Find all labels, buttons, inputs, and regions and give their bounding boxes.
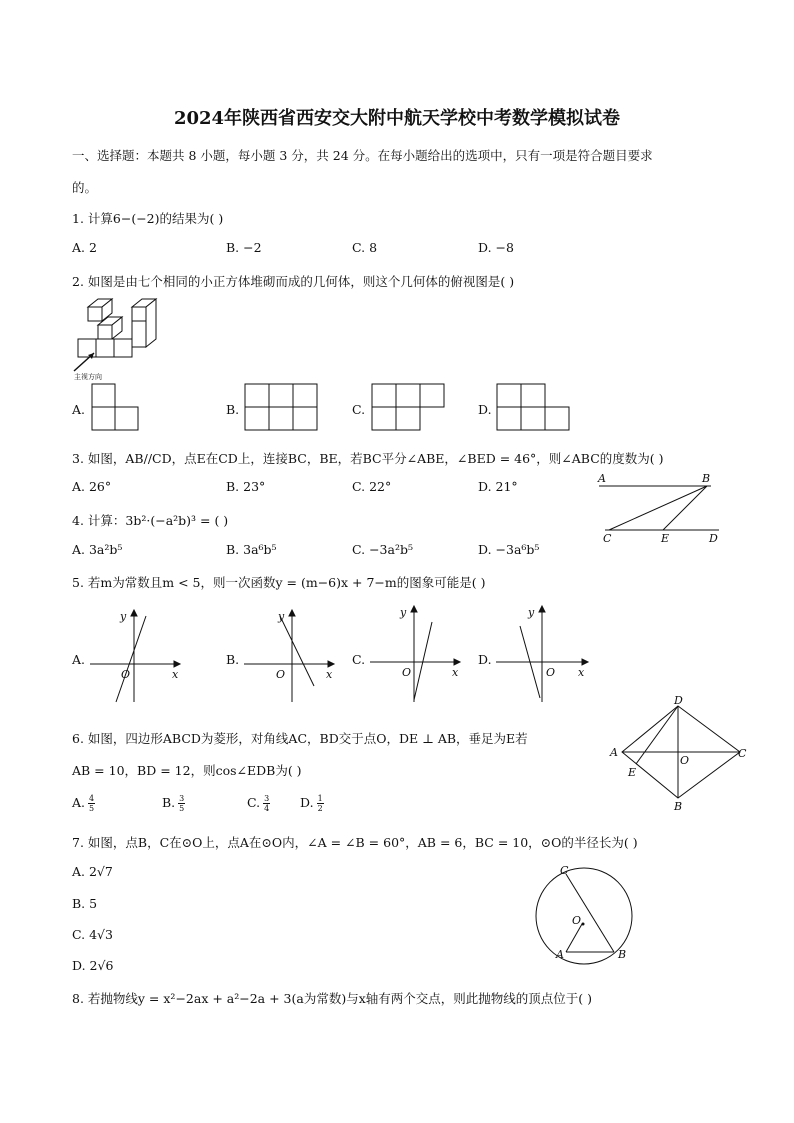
q3-label-b: B	[702, 472, 711, 485]
question-8-stem: 8. 若抛物线y = x²−2ax + a²−2a + 3(a为常数)与x轴有两个交点，则此抛物线的顶点位于( )	[72, 991, 592, 1006]
question-7-option-b[interactable]: B. 5	[72, 896, 98, 911]
question-6-option-c[interactable]	[247, 794, 270, 813]
q6-option-a-fraction: $\frac{4}{5}$	[89, 794, 95, 813]
question-5-option-c-label[interactable]: C.	[352, 652, 366, 667]
question-2-figure-label: 主视方向	[74, 373, 102, 381]
q3-label-a: A	[598, 472, 606, 485]
question-1-stem: 1. 计算6−(−2)的结果为( )	[72, 211, 224, 226]
question-5-option-a-label[interactable]: A.	[72, 652, 86, 667]
question-7-option-c[interactable]: C. 4√3	[72, 927, 113, 942]
question-2-option-a-grid[interactable]	[92, 384, 142, 434]
q3-label-c: C	[603, 532, 612, 545]
q5c-x-label: x	[452, 666, 459, 679]
q6-option-b-label: B.	[162, 795, 176, 810]
q7-label-o: O	[572, 914, 582, 927]
question-1-option-c[interactable]: C. 8	[352, 240, 378, 255]
q6-option-d-fraction: $\frac{1}{2}$	[317, 794, 323, 813]
question-6-stem-line2: AB = 10，BD = 12，则cos∠EDB为( )	[72, 763, 302, 778]
question-7-stem: 7. 如图，点B，C在⊙O上，点A在⊙O内，∠A = ∠B = 60°，AB = 6，BC = 10，⊙O的半径长为( )	[72, 835, 638, 850]
question-1-option-b[interactable]: B. −2	[226, 240, 262, 255]
question-5-stem: 5. 若m为常数且m < 5，则一次函数y = (m−6)x + 7−m的图象可能是( )	[72, 575, 486, 590]
question-6-option-b[interactable]	[162, 794, 185, 813]
q5c-y-label: y	[400, 606, 407, 619]
q3-label-d: D	[709, 532, 718, 545]
question-7-circle-figure	[530, 862, 640, 972]
question-5-option-d-label[interactable]: D.	[478, 652, 492, 667]
question-5-option-d-graph[interactable]	[492, 602, 592, 706]
q5b-y-label: y	[278, 610, 285, 623]
question-6-option-d[interactable]	[300, 794, 324, 813]
question-2-stem: 2. 如图是由七个相同的小正方体堆砌而成的几何体，则这个几何体的俯视图是( )	[72, 274, 515, 289]
question-3-parallel-lines-figure	[595, 470, 725, 550]
q5c-origin-label: O	[402, 666, 412, 679]
q6-option-b-fraction: $\frac{3}{5}$	[179, 794, 185, 813]
q5b-origin-label: O	[276, 668, 286, 681]
q6-option-c-label: C.	[247, 795, 261, 810]
q6-label-b: B	[674, 800, 683, 813]
question-2-option-b-label[interactable]: B.	[226, 402, 240, 417]
q5d-origin-label: O	[546, 666, 556, 679]
question-7-option-a[interactable]: A. 2√7	[72, 864, 113, 879]
q6-option-a-label: A.	[72, 795, 86, 810]
section-instructions-line1: 一、选择题：本题共 8 小题，每小题 3 分，共 24 分。在每小题给出的选项中，只有一项是符合题目要求	[72, 148, 653, 163]
question-1-option-d[interactable]: D. −8	[478, 240, 514, 255]
q6-option-c-fraction: $\frac{3}{4}$	[264, 794, 270, 813]
question-6-rhombus-figure	[608, 694, 753, 812]
q6-label-d: D	[674, 694, 683, 707]
question-3-option-c[interactable]: C. 22°	[352, 479, 392, 494]
question-2-option-c-grid[interactable]	[372, 384, 447, 434]
question-5-option-c-graph[interactable]	[366, 602, 466, 706]
question-3-option-a[interactable]: A. 26°	[72, 479, 112, 494]
question-5-option-b-graph[interactable]	[240, 606, 340, 706]
q7-label-b: B	[618, 948, 627, 961]
question-4-option-d[interactable]: D. −3a⁶b⁵	[478, 542, 540, 557]
question-6-stem-line1: 6. 如图，四边形ABCD为菱形，对角线AC，BD交于点O，DE ⊥ AB，垂足为E若	[72, 731, 528, 746]
q7-label-c: C	[560, 864, 569, 877]
question-2-option-d-label[interactable]: D.	[478, 402, 492, 417]
question-4-option-c[interactable]: C. −3a²b⁵	[352, 542, 413, 557]
q6-label-a: A	[610, 746, 618, 759]
question-4-stem: 4. 计算：3b²·(−a²b)³ = ( )	[72, 513, 229, 528]
question-3-option-b[interactable]: B. 23°	[226, 479, 266, 494]
q5a-x-label: x	[172, 668, 179, 681]
question-7-option-d[interactable]: D. 2√6	[72, 958, 114, 973]
question-4-option-a[interactable]: A. 3a²b⁵	[72, 542, 123, 557]
q7-label-a: A	[556, 948, 564, 961]
page-title: 2024年陕西省西安交大附中航天学校中考数学模拟试卷	[173, 108, 621, 129]
q5d-y-label: y	[528, 606, 535, 619]
question-2-cube-figure	[70, 295, 180, 380]
question-4-option-b[interactable]: B. 3a⁶b⁵	[226, 542, 277, 557]
q3-label-e: E	[661, 532, 670, 545]
q6-label-e: E	[628, 766, 637, 779]
question-6-option-a[interactable]	[72, 794, 95, 813]
question-2-option-b-grid[interactable]	[245, 384, 320, 434]
question-2-option-c-label[interactable]: C.	[352, 402, 366, 417]
q5a-origin-label: O	[121, 668, 131, 681]
question-1-option-a[interactable]: A. 2	[72, 240, 97, 255]
q5a-y-label: y	[120, 610, 127, 623]
question-3-stem: 3. 如图，AB//CD，点E在CD上，连接BC，BE，若BC平分∠ABE，∠BED = 46°，则∠ABC的度数为( )	[72, 451, 664, 466]
q6-label-o: O	[680, 754, 690, 767]
q6-label-c: C	[738, 747, 747, 760]
q5b-x-label: x	[326, 668, 333, 681]
question-5-option-a-graph[interactable]	[86, 606, 186, 706]
section-instructions-line2: 的。	[72, 180, 98, 195]
q6-option-d-label: D.	[300, 795, 314, 810]
question-2-option-a-label[interactable]: A.	[72, 402, 86, 417]
question-5-option-b-label[interactable]: B.	[226, 652, 240, 667]
question-2-option-d-grid[interactable]	[497, 384, 572, 434]
question-3-option-d[interactable]: D. 21°	[478, 479, 518, 494]
q5d-x-label: x	[578, 666, 585, 679]
